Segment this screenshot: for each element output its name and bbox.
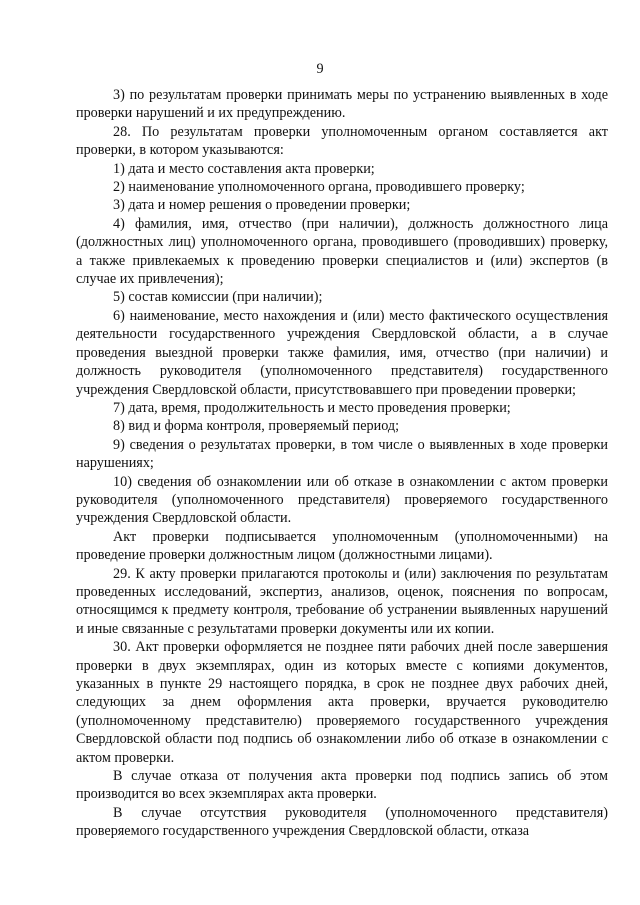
paragraph-item-7-datetime: 7) дата, время, продолжительность и место проведения проверки; xyxy=(113,399,511,416)
paragraph-item-10-acquaintance: 10) сведения об ознакомлении или об отказе в ознакомлении с актом проверки руководителя (уполномоченного представителя) проверяемого государственного учреждения Свердловской области. xyxy=(76,473,608,527)
paragraph-refusal-record: В случае отказа от получения акта проверки под подпись запись об этом производится во всех экземплярах акта проверки. xyxy=(76,768,608,803)
paragraph-clause-29: 29. К акту проверки прилагаются протоколы и (или) заключения по результатам проведенных исследований, экспертиз, анализов, оценок, пояснения по вопросам, относящимся к предмету контроля, требование об устранении выявленных нарушений и иные связанные с результатами проверки документы или их копии. xyxy=(76,565,608,637)
document-body xyxy=(76,86,608,841)
page-number: 9 xyxy=(316,61,324,77)
paragraph-item-3-decision: 3) дата и номер решения о проведении проверки; xyxy=(113,197,411,214)
paragraph-absence-case: В случае отсутствия руководителя (уполномоченного представителя) проверяемого государственного учреждения Свердловской области, отказа xyxy=(76,804,608,840)
paragraph-item-6-institution: 6) наименование, место нахождения и (или) место фактического осуществления деятельности государственного учреждения Свердловской области, а в случае проведения выездной проверки также фамилия, имя, отчество (при наличии) и должность руководителя (уполномоченного представителя) государственного учреждения Свердловской области, присутствовавшего при проведении проверки; xyxy=(76,307,608,398)
paragraph-item-4-officials: 4) фамилия, имя, отчество (при наличии), должность должностного лица (должностных лиц) уполномоченного органа, проводившего (проводивших) проверку, а также привлекаемых к проведению проверки специалистов и (или) экспертов (в случае их привлечения); xyxy=(76,215,608,288)
paragraph-item-3-measures: 3) по результатам проверки принимать меры по устранению выявленных в ходе проверки нарушений и их предупреждению. xyxy=(76,87,608,122)
paragraph-clause-30: 30. Акт проверки оформляется не позднее пяти рабочих дней после завершения проверки в двух экземплярах, один из которых вместе с копиями документов, указанных в пункте 29 настоящего порядка, в срок не позднее двух рабочих дней, следующих за днем оформления акта проверки, вручается руководителю (уполномоченному представителю) проверяемого государственного учреждения Свердловской области под подпись об ознакомлении либо об отказе в ознакомлении с актом проверки. xyxy=(76,639,608,766)
paragraph-item-1-date-place: 1) дата и место составления акта проверки; xyxy=(113,160,375,177)
paragraph-item-2-authority: 2) наименование уполномоченного органа, проводившего проверку; xyxy=(113,179,525,196)
paragraph-clause-28: 28. По результатам проверки уполномоченным органом составляется акт проверки, в котором указываются: xyxy=(76,123,608,159)
paragraph-item-8-control-type: 8) вид и форма контроля, проверяемый период; xyxy=(113,418,400,435)
paragraph-item-5-commission: 5) состав комиссии (при наличии); xyxy=(113,289,323,306)
paragraph-act-signing: Акт проверки подписывается уполномоченным (уполномоченными) на проведение проверки должностным лицом (должностными лицами). xyxy=(76,528,608,564)
paragraph-item-9-results: 9) сведения о результатах проверки, в том числе о выявленных в ходе проверки нарушениях; xyxy=(76,436,608,472)
